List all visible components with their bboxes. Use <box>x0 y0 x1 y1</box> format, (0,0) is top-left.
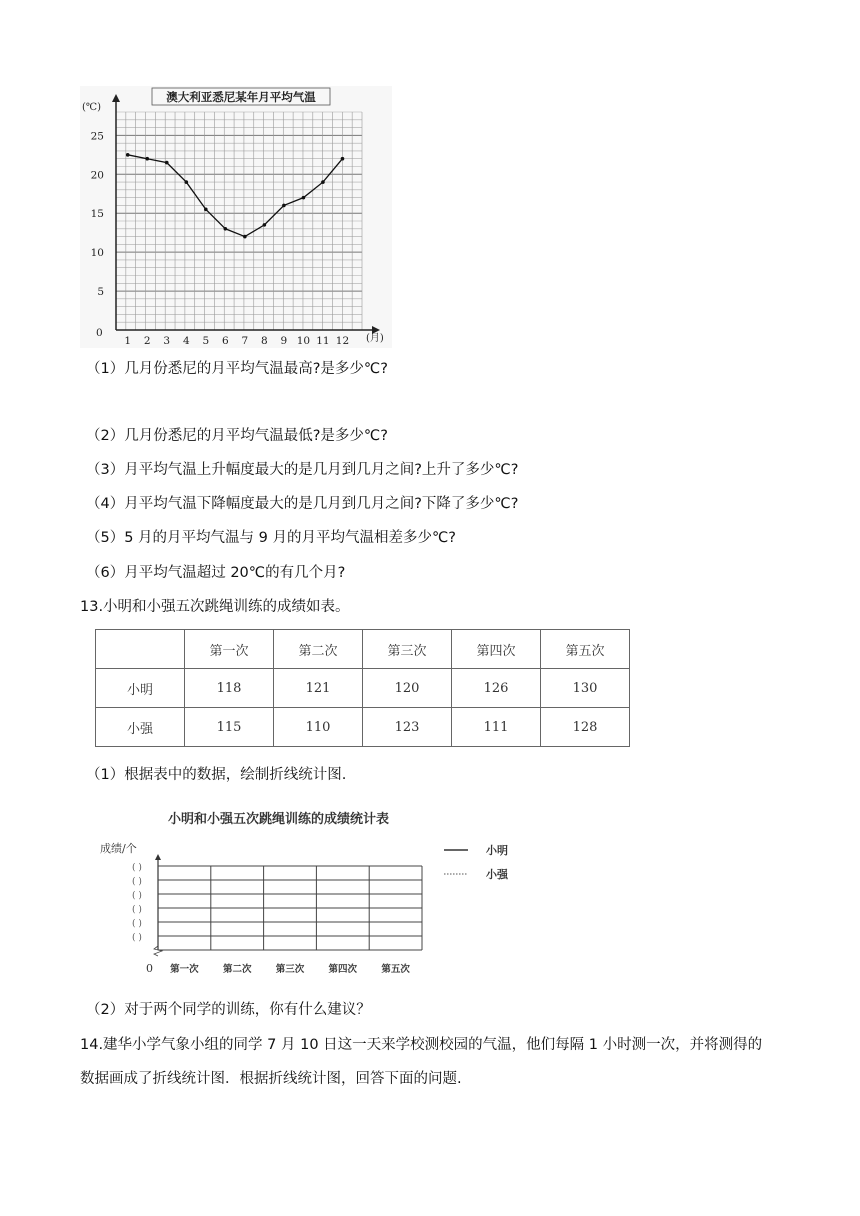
data-point <box>302 196 306 200</box>
legend-label-xiaoming: 小明 <box>486 844 508 857</box>
question-5: （5）5 月的月平均气温与 9 月的月平均气温相差多少℃? <box>86 530 456 546</box>
y-tick-placeholder: ( ) <box>132 877 142 887</box>
x-tick-label: 12 <box>335 335 350 347</box>
y-axis-label: (℃) <box>82 102 101 113</box>
question-13-sub-2: （2）对于两个同学的训练，你有什么建议？ <box>86 1002 371 1018</box>
table-header-cell: 第五次 <box>541 630 630 669</box>
chart-title: 小明和小强五次跳绳训练的成绩统计表 <box>168 812 390 827</box>
y-axis-label: 成绩/个 <box>100 842 137 855</box>
x-tick-label: 9 <box>280 335 288 347</box>
question-14-line-2: 数据画成了折线统计图．根据折线统计图，回答下面的问题. <box>80 1071 462 1087</box>
table-cell: 130 <box>541 669 630 708</box>
y-tick-placeholder: ( ) <box>132 891 142 901</box>
y-tick-label: 20 <box>90 169 104 182</box>
x-tick-label: 第三次 <box>275 964 305 975</box>
table-cell: 120 <box>363 669 452 708</box>
data-point <box>184 180 188 184</box>
table-cell: 118 <box>185 669 274 708</box>
table-header-cell: 第一次 <box>185 630 274 669</box>
x-tick-label: 第五次 <box>381 964 410 975</box>
question-13-sub-1: （1）根据表中的数据，绘制折线统计图. <box>86 767 347 783</box>
x-tick-label: 8 <box>261 335 268 347</box>
table-header-row <box>96 630 630 669</box>
scores-table <box>95 629 630 747</box>
data-point <box>204 208 208 212</box>
data-point <box>263 223 267 227</box>
table-row <box>96 669 630 708</box>
y-tick-label: 25 <box>90 130 104 143</box>
jump-rope-chart-template <box>96 802 526 984</box>
data-point <box>341 157 345 161</box>
data-point <box>321 180 325 184</box>
chart-title: 澳大利亚悉尼某年月平均气温 <box>166 90 316 104</box>
sydney-temperature-chart <box>80 86 392 348</box>
legend-label-xiaoqiang: 小强 <box>486 868 508 881</box>
x-axis-label: (月) <box>366 333 384 344</box>
x-tick-label: 3 <box>163 335 171 347</box>
data-point <box>224 227 228 231</box>
table-cell: 123 <box>363 708 452 747</box>
table-cell: 115 <box>185 708 274 747</box>
question-2: （2）几月份悉尼的月平均气温最低?是多少℃? <box>86 428 388 444</box>
y-tick-label: 15 <box>90 208 104 221</box>
question-3: （3）月平均气温上升幅度最大的是几月到几月之间?上升了多少℃? <box>86 462 519 478</box>
table-cell: 110 <box>274 708 363 747</box>
table-cell: 126 <box>452 669 541 708</box>
row-name-cell: 小明 <box>96 669 185 708</box>
y-tick-placeholder: ( ) <box>132 933 142 943</box>
x-tick-label: 2 <box>143 335 151 347</box>
x-tick-label: 第一次 <box>170 964 199 975</box>
x-tick-label: 1 <box>124 335 132 347</box>
x-tick-label: 5 <box>202 335 210 347</box>
table-row <box>96 708 630 747</box>
table-cell: 111 <box>452 708 541 747</box>
x-tick-label: 第四次 <box>328 964 358 975</box>
question-14-line-1: 14.建华小学气象小组的同学 7 月 10 日这一天来学校测校园的气温，他们每隔 1 小时测一次，并将测得的 <box>80 1037 763 1053</box>
data-point <box>165 161 169 165</box>
data-point <box>243 235 247 239</box>
question-1: （1）几月份悉尼的月平均气温最高?是多少℃? <box>86 361 388 377</box>
table-header-cell: 第三次 <box>363 630 452 669</box>
y-axis-arrow <box>155 854 161 860</box>
row-name-cell: 小强 <box>96 708 185 747</box>
question-4: （4）月平均气温下降幅度最大的是几月到几月之间?下降了多少℃? <box>86 496 519 512</box>
data-point <box>282 204 286 208</box>
table-cell: 128 <box>541 708 630 747</box>
table-cell: 121 <box>274 669 363 708</box>
y-tick-placeholder: ( ) <box>132 905 142 915</box>
table-header-cell <box>96 630 185 669</box>
data-point <box>126 153 130 157</box>
data-point <box>145 157 149 161</box>
origin-label: 0 <box>96 327 103 339</box>
x-tick-label: 4 <box>182 335 190 347</box>
x-tick-label: 10 <box>296 335 311 347</box>
question-13-heading: 13.小明和小强五次跳绳训练的成绩如表。 <box>80 599 350 615</box>
origin-label: 0 <box>146 962 153 975</box>
y-tick-placeholder: ( ) <box>132 919 142 929</box>
y-tick-label: 5 <box>97 286 104 299</box>
table-header-cell: 第四次 <box>452 630 541 669</box>
chart-background <box>80 86 392 348</box>
x-tick-label: 7 <box>241 335 249 347</box>
x-tick-label: 11 <box>316 335 330 347</box>
y-tick-label: 10 <box>90 247 104 260</box>
x-tick-label: 第二次 <box>222 964 252 975</box>
y-tick-placeholder: ( ) <box>132 863 142 873</box>
x-tick-label: 6 <box>221 335 229 347</box>
question-6: （6）月平均气温超过 20℃的有几个月? <box>86 565 346 581</box>
table-header-cell: 第二次 <box>274 630 363 669</box>
